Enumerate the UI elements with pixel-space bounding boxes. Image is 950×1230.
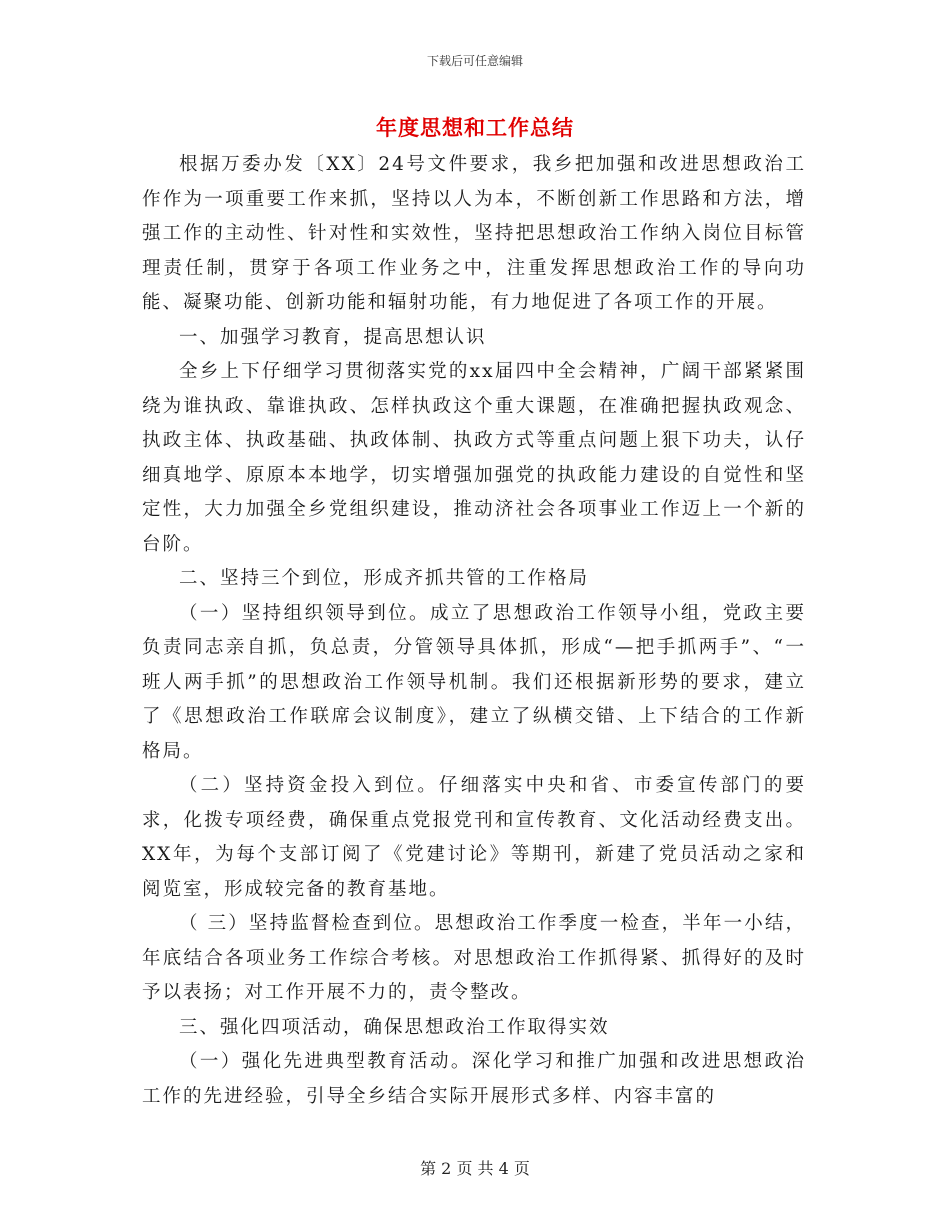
- page-footer: 第 2 页 共 4 页: [420, 1159, 530, 1178]
- section-heading-2: 二、坚持三个到位，形成齐抓共管的工作格局: [179, 568, 590, 589]
- paragraph-organization: （一）坚持组织领导到位。成立了思想政治工作领导小组，党政主要负责同志亲自抓，负总责，分管领导具体抓，形成“—把手抓两手”、“一班人两手抓”的思想政治工作领导机制。我们还根据新形势的要求，建立了《思想政治工作联席会议制度》，建立了纵横交错、上下结合的工作新格局。: [142, 602, 806, 762]
- page-header: 下载后可任意编辑: [426, 54, 523, 68]
- paragraph-study: 全乡上下仔细学习贯彻落实党的xx届四中全会精神，广阔干部紧紧围绕为谁执政、靠谁执政、怎样执政这个重大课题，在准确把握执政观念、执政主体、执政基础、执政体制、执政方式等重点问题上狠下功夫，认仔细真地学、原原本本地学，切实增强加强党的执政能力建设的自觉性和坚定性，大力加强全乡党组织建设，推动济社会各项事业工作迈上一个新的台阶。: [142, 361, 806, 555]
- paragraph-intro: 根据万委办发〔XX〕24号文件要求，我乡把加强和改进思想政治工作作为一项重要工作来抓，坚持以人为本，不断创新工作思路和方法，增强工作的主动性、针对性和实效性，坚持把思想政治工作纳入岗位目标管理责任制，贯穿于各项工作业务之中，注重发挥思想政治工作的导向功能、凝聚功能、创新功能和辐射功能，有力地促进了各项工作的开展。: [142, 154, 806, 313]
- section-heading-3: 三、强化四项活动，确保思想政治工作取得实效: [179, 1016, 610, 1038]
- paragraph-activities: （一）强化先进典型教育活动。深化学习和推广加强和改进思想政治工作的先进经验，引导全乡结合实际开展形式多样、内容丰富的: [142, 1051, 806, 1107]
- paragraph-funding: （二）坚持资金投入到位。仔细落实中央和省、市委宣传部门的要求，化拨专项经费，确保重点党报党刊和宣传教育、文化活动经费支出。XX年，为每个支部订阅了《党建讨论》等期刊，新建了党员活动之家和阅览室，形成较完备的教育基地。: [142, 775, 806, 900]
- section-heading-1: 一、加强学习教育，提高思想认识: [179, 326, 487, 348]
- document-title: 年度思想和工作总结: [376, 115, 574, 140]
- paragraph-supervision: （ 三）坚持监督检查到位。思想政治工作季度一检查，半年一小结，年底结合各项业务工作综合考核。对思想政治工作抓得紧、抓得好的及时予以表扬；对工作开展不力的，责令整改。: [142, 913, 806, 1003]
- document-body: [142, 148, 806, 1114]
